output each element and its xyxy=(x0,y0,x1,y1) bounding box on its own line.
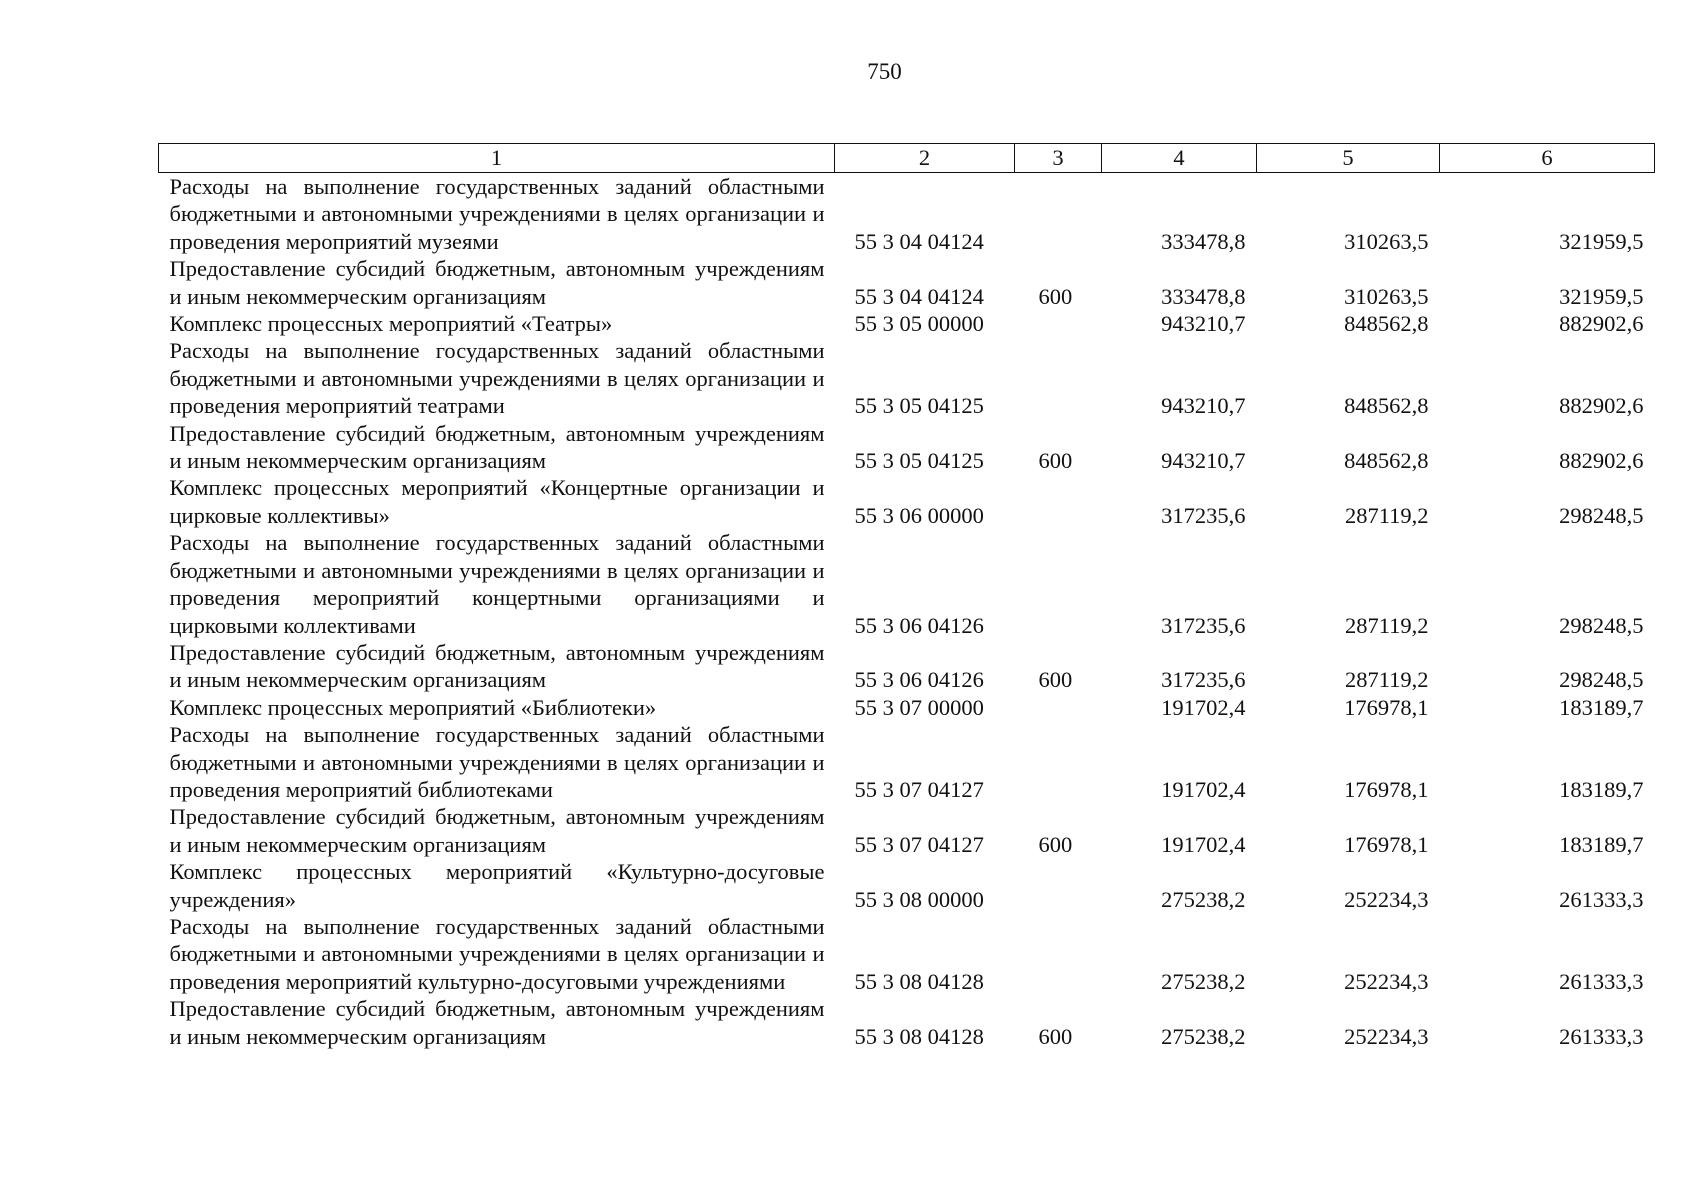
code-cell: 55 3 05 04125 xyxy=(854,393,984,419)
table-row xyxy=(159,803,1655,858)
amount-3-cell: 321959,5 xyxy=(1559,283,1644,309)
amount-2-cell: 848562,8 xyxy=(1344,393,1429,419)
name-cell: Предоставление субсидий бюджетным, автономным учреждениям и иным некоммерческим организациям xyxy=(169,804,825,857)
amount-2-cell: 176978,1 xyxy=(1344,831,1429,857)
code-cell: 55 3 06 04126 xyxy=(854,612,984,638)
type-cell xyxy=(1015,858,1102,913)
type-cell xyxy=(1015,529,1102,639)
code-cell: 55 3 06 00000 xyxy=(854,502,984,528)
name-cell: Комплекс процессных мероприятий «Концертные организации и цирковые коллективы» xyxy=(169,475,825,528)
code-cell: 55 3 08 04128 xyxy=(854,968,984,994)
amount-1-cell: 333478,8 xyxy=(1161,283,1246,309)
amount-2-cell: 310263,5 xyxy=(1344,228,1429,254)
amount-3-cell: 183189,7 xyxy=(1559,694,1644,720)
amount-2-cell: 176978,1 xyxy=(1344,776,1429,802)
code-cell: 55 3 05 04125 xyxy=(854,448,984,474)
type-cell xyxy=(1015,173,1102,256)
name-cell: Расходы на выполнение государственных заданий областными бюджетными и автономными учреждениями в целях организации и проведения мероприятий культурно-досуговыми учреждениями xyxy=(169,913,825,994)
code-cell: 55 3 06 04126 xyxy=(854,667,984,693)
table-body xyxy=(159,173,1655,1051)
name-cell: Расходы на выполнение государственных заданий областными бюджетными и автономными учреждениями в целях организации и проведения мероприятий концертными организациями и цирковыми коллективами xyxy=(169,530,825,638)
amount-1-cell: 275238,2 xyxy=(1161,968,1246,994)
type-cell xyxy=(1015,694,1102,721)
header-cell-code: 2 xyxy=(835,144,1015,173)
table-row xyxy=(159,173,1655,256)
budget-table xyxy=(158,143,1655,1050)
type-cell: 600 xyxy=(1038,283,1073,309)
code-cell: 55 3 04 04124 xyxy=(854,228,984,254)
amount-3-cell: 261333,3 xyxy=(1559,1023,1644,1049)
name-cell: Предоставление субсидий бюджетным, автономным учреждениям и иным некоммерческим организациям xyxy=(169,420,825,474)
amount-2-cell: 848562,8 xyxy=(1344,311,1429,337)
name-cell: Расходы на выполнение государственных заданий областными бюджетными и автономными учреждениями в целях организации и проведения мероприятий библиотеками xyxy=(169,722,825,802)
header-cell-amount-2: 5 xyxy=(1257,144,1440,173)
page-number: 750 xyxy=(867,59,902,84)
amount-3-cell: 183189,7 xyxy=(1559,776,1644,802)
name-cell: Предоставление субсидий бюджетным, автономным учреждениям и иным некоммерческим организациям xyxy=(169,256,825,309)
name-cell: Комплекс процессных мероприятий «Библиотеки» xyxy=(169,694,657,720)
type-cell: 600 xyxy=(1038,1023,1073,1049)
name-cell: Расходы на выполнение государственных заданий областными бюджетными и автономными учреждениями в целях организации и проведения мероприятий театрами xyxy=(169,338,825,419)
table-row xyxy=(159,255,1655,310)
table-row xyxy=(159,639,1655,694)
table-row xyxy=(159,721,1655,803)
type-cell xyxy=(1015,337,1102,419)
header-cell-amount-1: 4 xyxy=(1102,144,1257,173)
amount-3-cell: 298248,5 xyxy=(1559,502,1644,528)
type-cell xyxy=(1015,721,1102,803)
name-cell: Предоставление субсидий бюджетным, автономным учреждениям и иным некоммерческим организациям xyxy=(169,996,825,1049)
table-row xyxy=(159,529,1655,639)
amount-2-cell: 848562,8 xyxy=(1344,448,1429,474)
header-row xyxy=(159,144,1655,173)
name-cell: Комплекс процессных мероприятий «Театры» xyxy=(169,311,613,337)
table-row xyxy=(159,694,1655,721)
code-cell: 55 3 05 00000 xyxy=(854,311,984,337)
code-cell: 55 3 07 04127 xyxy=(854,776,984,802)
table-row xyxy=(159,337,1655,419)
amount-3-cell: 882902,6 xyxy=(1559,393,1644,419)
amount-3-cell: 298248,5 xyxy=(1559,667,1644,693)
type-cell xyxy=(1015,310,1102,337)
amount-2-cell: 176978,1 xyxy=(1344,694,1429,720)
amount-1-cell: 191702,4 xyxy=(1161,776,1246,802)
amount-2-cell: 252234,3 xyxy=(1344,1023,1429,1049)
amount-2-cell: 252234,3 xyxy=(1344,968,1429,994)
amount-1-cell: 333478,8 xyxy=(1161,228,1246,254)
amount-1-cell: 943210,7 xyxy=(1161,393,1246,419)
amount-1-cell: 191702,4 xyxy=(1161,831,1246,857)
amount-1-cell: 275238,2 xyxy=(1161,1023,1246,1049)
amount-2-cell: 287119,2 xyxy=(1344,502,1429,528)
table-row xyxy=(159,474,1655,529)
code-cell: 55 3 04 04124 xyxy=(854,283,984,309)
type-cell xyxy=(1015,913,1102,995)
amount-1-cell: 317235,6 xyxy=(1161,502,1246,528)
table-header xyxy=(159,144,1655,173)
type-cell: 600 xyxy=(1038,831,1073,857)
type-cell xyxy=(1015,474,1102,529)
table-row xyxy=(159,995,1655,1050)
type-cell: 600 xyxy=(1038,448,1073,474)
code-cell: 55 3 08 00000 xyxy=(854,886,984,912)
header-cell-type: 3 xyxy=(1015,144,1102,173)
amount-1-cell: 191702,4 xyxy=(1161,694,1246,720)
amount-3-cell: 261333,3 xyxy=(1559,968,1644,994)
amount-1-cell: 943210,7 xyxy=(1161,311,1246,337)
type-cell: 600 xyxy=(1038,667,1073,693)
amount-2-cell: 310263,5 xyxy=(1344,283,1429,309)
amount-3-cell: 882902,6 xyxy=(1559,448,1644,474)
name-cell: Расходы на выполнение государственных заданий областными бюджетными и автономными учреждениями в целях организации и проведения мероприятий музеями xyxy=(169,174,825,254)
header-cell-amount-3: 6 xyxy=(1440,144,1655,173)
amount-2-cell: 287119,2 xyxy=(1344,667,1429,693)
table-row xyxy=(159,858,1655,913)
code-cell: 55 3 07 04127 xyxy=(854,831,984,857)
amount-3-cell: 882902,6 xyxy=(1559,311,1644,337)
table-row xyxy=(159,420,1655,475)
amount-3-cell: 261333,3 xyxy=(1559,886,1644,912)
amount-1-cell: 275238,2 xyxy=(1161,886,1246,912)
amount-1-cell: 317235,6 xyxy=(1161,612,1246,638)
amount-1-cell: 317235,6 xyxy=(1161,667,1246,693)
table-row xyxy=(159,913,1655,995)
name-cell: Предоставление субсидий бюджетным, автономным учреждениям и иным некоммерческим организациям xyxy=(169,639,825,693)
amount-3-cell: 183189,7 xyxy=(1559,831,1644,857)
code-cell: 55 3 07 00000 xyxy=(854,694,984,720)
amount-1-cell: 943210,7 xyxy=(1161,448,1246,474)
amount-2-cell: 252234,3 xyxy=(1344,886,1429,912)
table-row xyxy=(159,310,1655,337)
name-cell: Комплекс процессных мероприятий «Культурно-досуговые учреждения» xyxy=(169,859,825,912)
amount-2-cell: 287119,2 xyxy=(1344,612,1429,638)
amount-3-cell: 321959,5 xyxy=(1559,228,1644,254)
code-cell: 55 3 08 04128 xyxy=(854,1023,984,1049)
header-cell-name: 1 xyxy=(159,144,835,173)
amount-3-cell: 298248,5 xyxy=(1559,612,1644,638)
